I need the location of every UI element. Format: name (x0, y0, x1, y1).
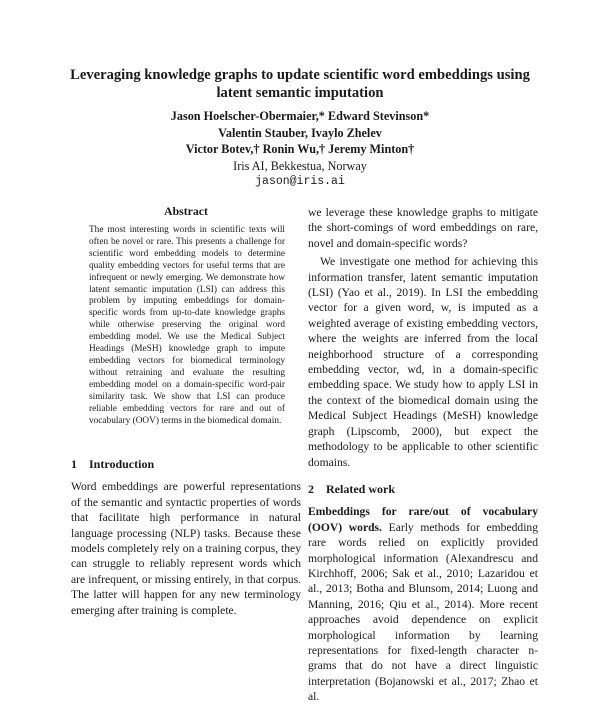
section-1-heading (71, 457, 301, 472)
right-column (308, 205, 538, 705)
related-text: Early methods for embedding rare words relied on explicitly provided morphological information (Alexandrescu and Kirchhoff, 2006; Sak et al., 2010; Lazaridou et al., 2013; Botha and Blunsom, 2014; Luong and Manning, 2016; Qiu et al., 2014). More recent approaches avoid dependence on explicit morphological information by learning representations for fixed-length character n-grams that do not have a direct linguistic interpretation (Bojanowski et al., 2017; Zhao et al. (308, 520, 539, 704)
related-lead: Embeddings for rare/out of vocabulary (OOV) words. (308, 505, 538, 534)
section-2-title: Related work (326, 481, 395, 496)
author-block (60, 108, 540, 191)
related-paragraph (308, 504, 538, 704)
authors-line-1: Jason Hoelscher-Obermaier,* Edward Stevinson* (170, 109, 430, 123)
section-2-heading (308, 482, 538, 497)
author-email: jason@iris.ai (255, 175, 345, 188)
paper-title: Leveraging knowledge graphs to update scientific word embeddings using latent semantic imputation (70, 67, 530, 101)
authors-line-2: Valentin Stauber, Ivaylo Zhelev (218, 125, 382, 140)
abstract-text: The most interesting words in scientific texts will often be novel or rare. This presents a challenge for scientific word embedding models to determine quality embedding vectors for useful terms that are infrequent or newly emerging. We demonstrate how latent semantic imputation (LSI) can address this problem by imputing embeddings for domain-specific words from up-to-date knowledge graphs while otherwise preserving the original word embedding model. We use the Medical Subject Headings (MeSH) knowledge graph to impute embedding vectors for biomedical terminology without retraining and evaluate the resulting embedding model on a domain-specific word-pair similarity task. We show that LSI can produce reliable embedding vectors for rare and out of vocabulary (OOV) terms in the biomedical domain. (89, 225, 285, 426)
left-column (71, 457, 301, 618)
section-1-number: 1 (71, 457, 77, 471)
intro-paragraph: Word embeddings are powerful representations of the semantic and syntactic properties of words that facilitate high performance in natural language processing (NLP) tasks. Because these models completely rely on a training corpus, they can struggle to reliably represent words which are infrequent, or missing entirely, in that corpus. The latter will happen for any new terminology emerging after training is complete. (71, 480, 301, 617)
right-paragraph-1: we leverage these knowledge graphs to mitigate the short-comings of word embeddings on rare, novel and domain-specific words? (308, 206, 538, 250)
section-2-number: 2 (308, 481, 314, 496)
section-1-title: Introduction (89, 457, 155, 471)
authors-line-3: Victor Botev,† Ronin Wu,† Jeremy Minton† (185, 142, 415, 156)
affiliation: Iris AI, Bekkestua, Norway (233, 158, 367, 173)
abstract-heading: Abstract (164, 204, 208, 218)
right-paragraph-2: We investigate one method for achieving this information transfer, latent semantic imputation (LSI) (Yao et al., 2019). In LSI the embedding vector for a given word, w, is imputed as a weighted average of existing embedding vectors, where the weights are inferred from the local neighborhood structure of a corresponding embedding vector, wd, in a domain-specific embedding space. We study how to apply LSI in the context of the biomedical domain using the Medical Subject Headings (MeSH) knowledge graph (Lipscomb, 2000), but expect the methodology to be applicable to other scientific domains. (308, 255, 538, 469)
